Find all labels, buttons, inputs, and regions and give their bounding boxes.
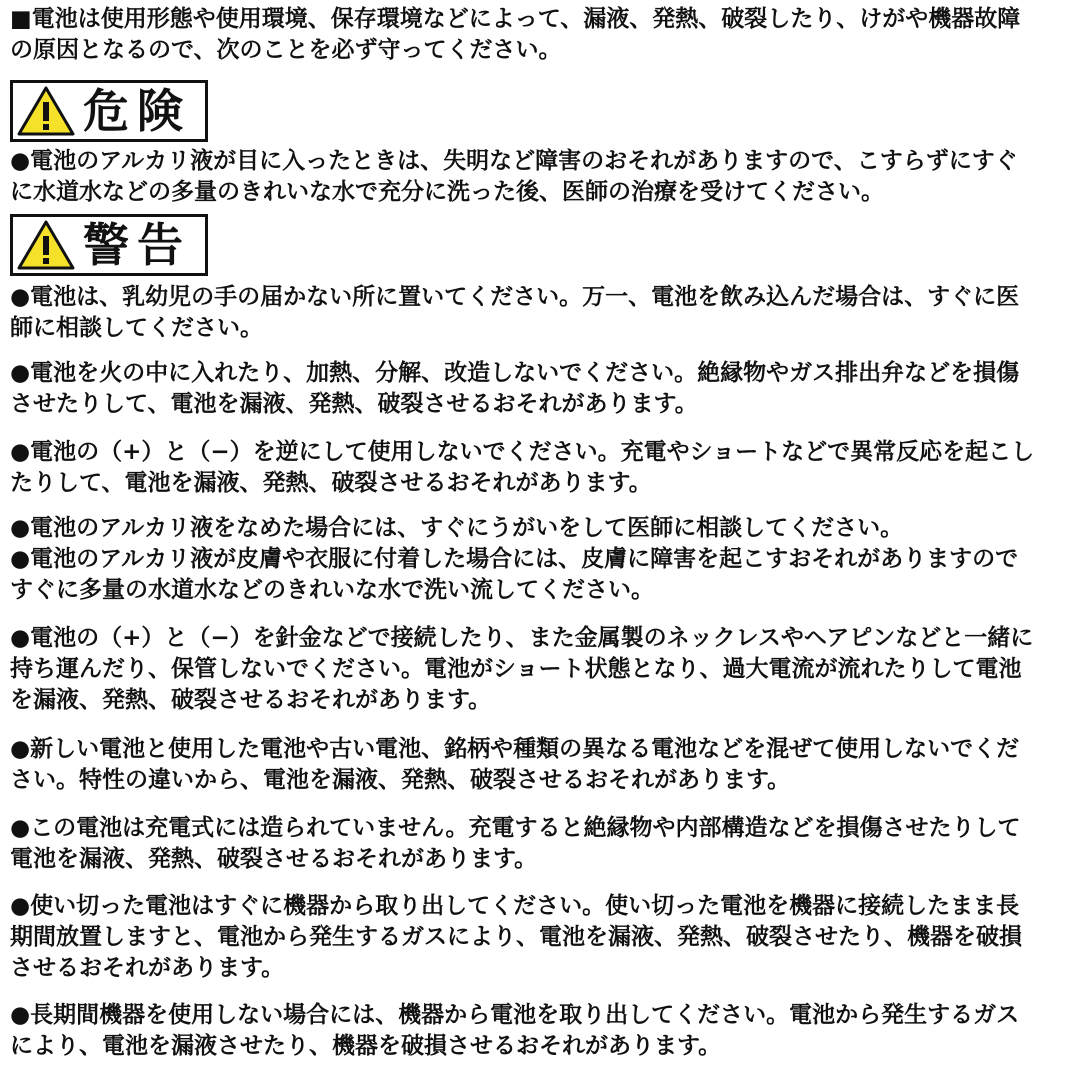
warning-triangle-icon	[17, 219, 75, 271]
warning-item: ●電池の（+）と（−）を針金などで接続したり、また金属製のネックレスやヘアピンなどと一緒に 持ち運んだり、保管しないでください。電池がショート状態となり、過大電流が流れたりして電池 を漏液、発熱、破裂させるおそれがあります。	[10, 625, 1034, 713]
warning-item: ●長期間機器を使用しない場合には、機器から電池を取り出してください。電池から発生するガス により、電池を漏液させたり、機器を破損させるおそれがあります。	[10, 1002, 1020, 1059]
warning-item: ●電池を火の中に入れたり、加熱、分解、改造しないでください。絶縁物やガス排出弁などを損傷 させたりして、電池を漏液、発熱、破裂させるおそれがあります。	[10, 360, 1020, 417]
warning-label-text: 警告	[83, 218, 191, 272]
warning-item: ●電池は、乳幼児の手の届かない所に置いてください。万一、電池を飲み込んだ場合は、すぐに医 師に相談してください。	[10, 284, 1020, 341]
warning-triangle-icon	[17, 85, 75, 137]
warning-item: ●使い切った電池はすぐに機器から取り出してください。使い切った電池を機器に接続したまま長 期間放置しますと、電池から発生するガスにより、電池を漏液、発熱、破裂させたり、機器を破損 させるおそれがあります。	[10, 893, 1022, 981]
danger-label	[10, 80, 208, 142]
danger-text: ●電池のアルカリ液が目に入ったときは、失明など障害のおそれがありますので、こすらずにすぐ に水道水などの多量のきれいな水で充分に洗った後、医師の治療を受けてください。	[10, 148, 1018, 205]
warning-item: ●新しい電池と使用した電池や古い電池、銘柄や種類の異なる電池などを混ぜて使用しないでくだ さい。特性の違いから、電池を漏液、発熱、破裂させるおそれがあります。	[10, 736, 1020, 793]
warning-label	[10, 214, 208, 276]
danger-label-text: 危険	[83, 84, 191, 138]
warning-item: ●電池のアルカリ液をなめた場合には、すぐにうがいをして医師に相談してください。 ●電池のアルカリ液が皮膚や衣服に付着した場合には、皮膚に障害を起こすおそれがありますので すぐに多量の水道水などのきれいな水で洗い流してください。	[10, 515, 1019, 603]
intro-text: ■電池は使用形態や使用環境、保存環境などによって、漏液、発熱、破裂したり、けがや機器故障 の原因となるので、次のことを必ず守ってください。	[10, 6, 1021, 63]
warning-item: ●電池の（+）と（−）を逆にして使用しないでください。充電やショートなどで異常反応を起こし たりして、電池を漏液、発熱、破裂させるおそれがあります。	[10, 439, 1035, 496]
warning-item: ●この電池は充電式には造られていません。充電すると絶縁物や内部構造などを損傷させたりして 電池を漏液、発熱、破裂させるおそれがあります。	[10, 815, 1021, 872]
